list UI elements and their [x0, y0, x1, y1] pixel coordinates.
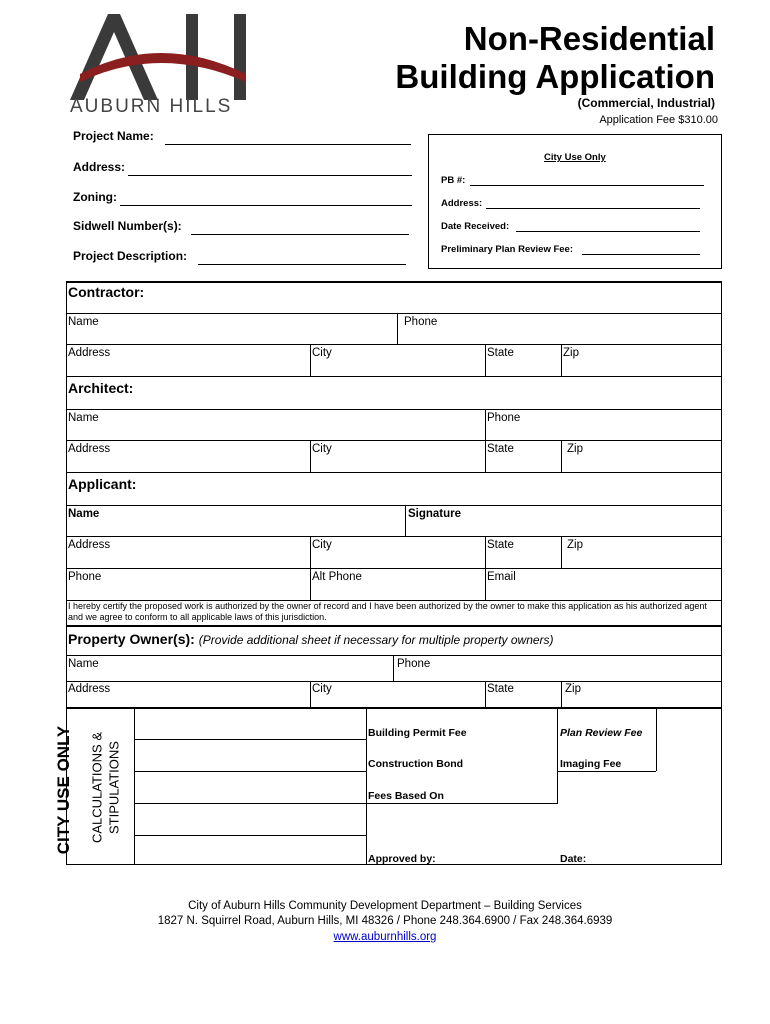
divider	[66, 409, 722, 410]
divider	[66, 440, 722, 441]
owner-title	[68, 631, 554, 647]
divider	[397, 313, 398, 344]
divider	[561, 344, 562, 376]
contractor-name[interactable]: Name	[68, 316, 99, 328]
website-link[interactable]: www.auburnhills.org	[333, 931, 437, 943]
divider	[310, 681, 311, 707]
application-fee: Application Fee $310.00	[599, 114, 718, 126]
project-name-label: Project Name:	[73, 129, 154, 143]
divider	[66, 707, 722, 709]
divider	[66, 568, 722, 569]
divider	[66, 655, 722, 656]
footer-line1: City of Auburn Hills Community Development Department – Building Services	[188, 900, 582, 912]
approval-date[interactable]: Date:	[560, 853, 587, 865]
auburn-hills-logo	[70, 12, 250, 102]
zoning-field[interactable]	[120, 191, 412, 206]
applicant-name[interactable]: Name	[68, 508, 100, 520]
owner-zip[interactable]: Zip	[565, 683, 581, 695]
fees-based-on[interactable]: Fees Based On	[368, 790, 444, 802]
divider	[66, 505, 722, 506]
divider	[405, 505, 406, 536]
divider	[485, 681, 486, 707]
divider	[485, 440, 486, 472]
applicant-phone[interactable]: Phone	[68, 571, 102, 583]
address-label: Address:	[73, 160, 126, 174]
architect-name[interactable]: Name	[68, 412, 99, 424]
city-address-field[interactable]	[486, 197, 700, 209]
divider	[66, 313, 722, 314]
owner-title-text: Property Owner(s):	[68, 631, 195, 647]
divider	[561, 681, 562, 707]
applicant-signature[interactable]: Signature	[408, 508, 462, 520]
plan-review-fee[interactable]: Plan Review Fee	[560, 727, 643, 739]
divider	[66, 681, 722, 682]
contractor-phone[interactable]: Phone	[404, 316, 438, 328]
description-field[interactable]	[198, 250, 406, 265]
description-label: Project Description:	[73, 249, 188, 263]
divider	[561, 440, 562, 472]
sidwell-label: Sidwell Number(s):	[73, 219, 182, 233]
owner-name[interactable]: Name	[68, 658, 99, 670]
prelim-fee-label: Preliminary Plan Review Fee:	[441, 244, 574, 255]
divider	[485, 409, 486, 440]
architect-state[interactable]: State	[487, 443, 514, 455]
stipulations-label: STIPULATIONS	[106, 741, 122, 834]
pb-field[interactable]	[470, 174, 704, 186]
zoning-label: Zoning:	[73, 190, 117, 204]
applicant-address[interactable]: Address	[68, 539, 111, 551]
address-field[interactable]	[128, 161, 412, 176]
applicant-state[interactable]: State	[487, 539, 514, 551]
construction-bond[interactable]: Construction Bond	[368, 758, 464, 770]
applicant-title: Applicant:	[68, 476, 137, 492]
approved-by[interactable]: Approved by:	[368, 853, 436, 865]
architect-phone[interactable]: Phone	[487, 412, 521, 424]
city-use-only-label: CITY USE ONLY	[54, 725, 73, 855]
city-address-label: Address:	[441, 198, 483, 209]
form-right-border	[721, 281, 722, 864]
project-name-field[interactable]	[165, 130, 411, 145]
divider	[485, 344, 486, 376]
applicant-zip[interactable]: Zip	[567, 539, 583, 551]
divider	[366, 707, 367, 864]
divider	[66, 625, 722, 627]
divider	[656, 707, 657, 771]
owner-state[interactable]: State	[487, 683, 514, 695]
certification-text: I hereby certify the proposed work is authorized by the owner of record and I have been authorized by the owner to make this application as his authorized agent and we agree to conform to all applicable laws of this jurisdiction.	[68, 601, 707, 622]
sidwell-field[interactable]	[191, 220, 409, 235]
title-line1: Non-Residential	[463, 20, 715, 57]
owner-phone[interactable]: Phone	[397, 658, 431, 670]
imaging-fee[interactable]: Imaging Fee	[560, 758, 622, 770]
prelim-fee-field[interactable]	[582, 243, 700, 255]
footer-website-wrap	[0, 931, 770, 943]
divider	[66, 472, 722, 473]
architect-zip[interactable]: Zip	[567, 443, 583, 455]
divider	[134, 803, 558, 804]
divider	[66, 376, 722, 377]
divider	[66, 281, 722, 283]
footer-line2: 1827 N. Squirrel Road, Auburn Hills, MI 48326 / Phone 248.364.6900 / Fax 248.364.6939	[157, 915, 613, 927]
divider	[310, 344, 311, 376]
divider	[310, 440, 311, 472]
contractor-state[interactable]: State	[487, 347, 514, 359]
date-received-label: Date Received:	[441, 221, 510, 232]
owner-note: (Provide additional sheet if necessary for multiple property owners)	[198, 633, 554, 647]
applicant-email[interactable]: Email	[487, 571, 516, 583]
contractor-address[interactable]: Address	[68, 347, 111, 359]
divider	[393, 655, 394, 681]
owner-address[interactable]: Address	[68, 683, 111, 695]
calculations-label: CALCULATIONS &	[89, 732, 105, 844]
divider	[66, 536, 722, 537]
divider	[561, 536, 562, 568]
subtitle: (Commercial, Industrial)	[577, 96, 715, 110]
architect-title: Architect:	[68, 380, 134, 396]
building-permit-fee[interactable]: Building Permit Fee	[368, 727, 467, 739]
title-line2: Building Application	[395, 58, 715, 95]
city-use-only-vertical	[38, 720, 188, 860]
contractor-city[interactable]: City	[312, 347, 332, 359]
divider	[66, 344, 722, 345]
applicant-city[interactable]: City	[312, 539, 332, 551]
logo-text: AUBURN HILLS	[70, 96, 233, 117]
applicant-alt-phone[interactable]: Alt Phone	[312, 571, 362, 583]
divider	[557, 707, 558, 803]
architect-address[interactable]: Address	[68, 443, 111, 455]
architect-city[interactable]: City	[312, 443, 332, 455]
page-title	[395, 20, 715, 96]
city-use-title: City Use Only	[544, 152, 606, 163]
owner-city[interactable]: City	[312, 683, 332, 695]
divider	[557, 771, 656, 772]
contractor-title: Contractor:	[68, 284, 145, 300]
contractor-zip[interactable]: Zip	[563, 347, 579, 359]
date-received-field[interactable]	[516, 220, 700, 232]
pb-label: PB #:	[441, 175, 466, 186]
